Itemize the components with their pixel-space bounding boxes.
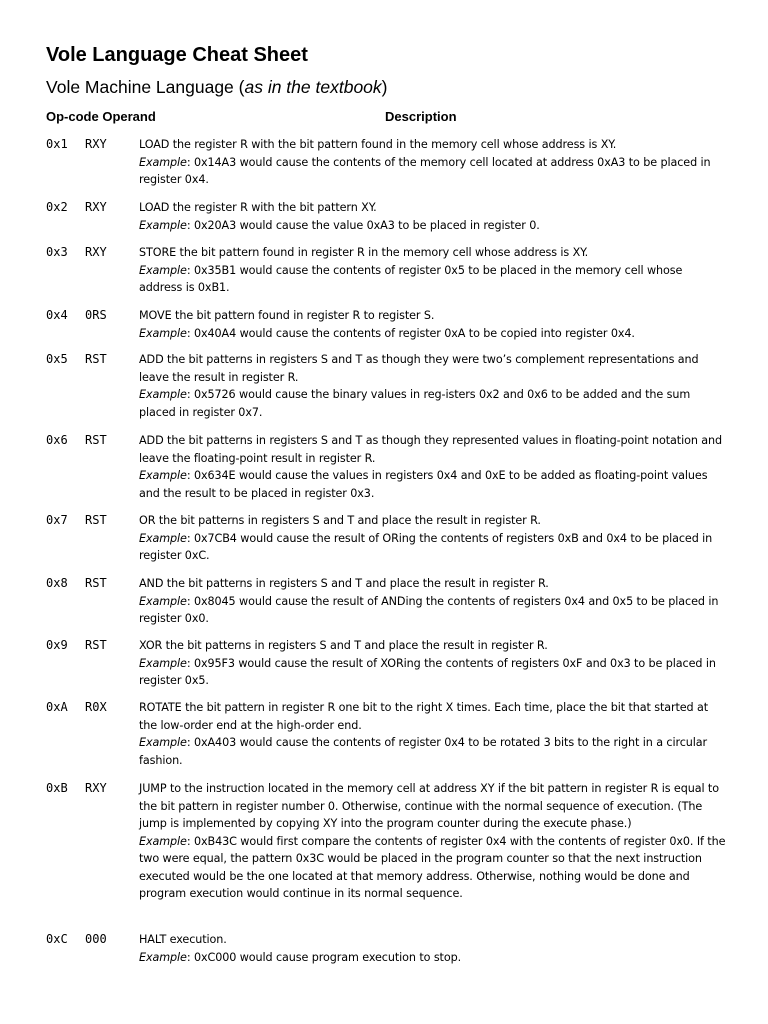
instruction-description	[139, 307, 727, 342]
description-text: XOR the bit patterns in registers S and T and place the result in register R.	[139, 639, 548, 652]
example-text: : 0xC000 would cause program execution to stop.	[186, 950, 462, 964]
opcode: 0x1	[46, 137, 68, 151]
description-text: AND the bit patterns in registers S and T and place the result in register R.	[139, 577, 549, 590]
description-text: JUMP to the instruction located in the memory cell at address XY if the bit pattern in register R is equal to the bit pattern in register number 0. Otherwise, continue with the normal sequence of execution. (The jump is implemented by copying XY into the program counter during the execute phase.)	[139, 782, 719, 830]
operand: RST	[85, 638, 107, 652]
description-text: MOVE the bit pattern found in register R to register S.	[139, 309, 435, 322]
subtitle-suffix: )	[381, 77, 388, 97]
example-text: : 0x35B1 would cause the contents of register 0x5 to be placed in the memory cell whose address is 0xB1.	[139, 263, 683, 294]
example-block	[139, 532, 712, 563]
description-text: STORE the bit pattern found in register R in the memory cell whose address is XY.	[139, 246, 589, 259]
page-subtitle	[46, 75, 387, 99]
opcode: 0x9	[46, 638, 68, 652]
operand: RXY	[85, 781, 107, 795]
example-label: Example	[139, 950, 187, 964]
example-text: : 0xA403 would cause the contents of register 0x4 to be rotated 3 bits to the right in a circular fashion.	[139, 736, 708, 767]
example-block	[139, 219, 540, 232]
description-text: LOAD the register R with the bit pattern XY.	[139, 201, 377, 214]
example-text: : 0x7CB4 would cause the result of ORing the contents of registers 0xB and 0x4 to be placed in register 0xC.	[139, 531, 713, 562]
example-block	[139, 156, 711, 187]
example-block	[139, 327, 635, 340]
example-block	[139, 736, 707, 767]
subtitle-italic: as in the textbook	[244, 77, 382, 97]
operand: 000	[85, 932, 107, 946]
example-block	[139, 264, 682, 295]
example-block	[139, 657, 716, 688]
operand: 0RS	[85, 308, 107, 322]
description-text: OR the bit patterns in registers S and T and place the result in register R.	[139, 514, 541, 527]
operand: RST	[85, 433, 107, 447]
subtitle-prefix: Vole Machine Language (	[46, 77, 245, 97]
example-text: : 0x5726 would cause the binary values in reg-isters 0x2 and 0x6 to be added and the sum placed in register 0x7.	[139, 388, 691, 419]
description-text: ADD the bit patterns in registers S and T as though they represented values in floating-point notation and leave the floating-point result in register R.	[139, 434, 723, 465]
instruction-description	[139, 199, 727, 234]
example-text: : 0x8045 would cause the result of ANDing the contents of registers 0x4 and 0x5 to be placed in register 0x0.	[139, 594, 719, 625]
example-label: Example	[139, 736, 187, 749]
opcode: 0x2	[46, 200, 68, 214]
instruction-description	[139, 432, 727, 502]
description-text: HALT execution.	[139, 933, 227, 946]
operand: R0X	[85, 700, 107, 714]
example-label: Example	[139, 388, 187, 401]
example-label: Example	[139, 594, 187, 608]
operand: RXY	[85, 245, 107, 259]
instruction-description	[139, 136, 727, 189]
example-label: Example	[139, 263, 187, 277]
opcode: 0x8	[46, 576, 68, 590]
operand: RST	[85, 513, 107, 527]
opcode: 0x3	[46, 245, 68, 259]
instruction-description	[139, 512, 727, 565]
example-text: : 0x40A4 would cause the contents of register 0xA to be copied into register 0x4.	[186, 326, 635, 340]
example-block	[139, 595, 718, 626]
example-text: : 0x14A3 would cause the contents of the memory cell located at address 0xA3 to be placed in register 0x4.	[139, 155, 711, 186]
opcode: 0x7	[46, 513, 68, 527]
example-text: : 0x20A3 would cause the value 0xA3 to be placed in register 0.	[186, 218, 540, 232]
operand: RXY	[85, 200, 107, 214]
operand: RST	[85, 576, 107, 590]
example-label: Example	[139, 218, 187, 232]
example-label: Example	[139, 469, 187, 482]
example-text: : 0xB43C would first compare the contents of register 0x4 with the contents of register 0x0. If the two were equal, the pattern 0x3C would be placed in the program counter so that the next instruction executed would be the one located at that memory address. Otherwise, nothing would be done and program execution would continue in its normal sequence.	[139, 834, 726, 900]
opcode: 0x4	[46, 308, 68, 322]
example-label: Example	[139, 834, 187, 848]
example-block	[139, 469, 707, 500]
instruction-description	[139, 699, 727, 769]
example-label: Example	[139, 531, 187, 545]
example-label: Example	[139, 155, 187, 169]
instruction-description	[139, 351, 727, 421]
opcode: 0xB	[46, 781, 68, 795]
operand: RST	[85, 352, 107, 366]
opcode: 0xA	[46, 700, 68, 714]
opcode: 0x5	[46, 352, 68, 366]
example-text: : 0x634E would cause the values in registers 0x4 and 0xE to be added as floating-point values and the result to be placed in register 0x3.	[139, 469, 708, 500]
instruction-description	[139, 637, 727, 690]
example-label: Example	[139, 656, 187, 670]
instruction-description	[139, 780, 727, 903]
example-text: : 0x95F3 would cause the result of XORing the contents of registers 0xF and 0x3 to be placed in register 0x5.	[139, 656, 716, 687]
example-block	[139, 388, 690, 419]
header-opcode-operand: Op-code Operand	[46, 109, 156, 124]
description-text: ROTATE the bit pattern in register R one bit to the right X times. Each time, place the bit that started at the low-order end at the high-order end.	[139, 701, 709, 732]
instruction-description	[139, 931, 727, 966]
opcode: 0xC	[46, 932, 68, 946]
description-text: ADD the bit patterns in registers S and T as though they were two’s complement representations and leave the result in register R.	[139, 353, 699, 384]
page-title: Vole Language Cheat Sheet	[46, 44, 308, 66]
instruction-description	[139, 575, 727, 628]
instruction-description	[139, 244, 727, 297]
example-label: Example	[139, 326, 187, 340]
header-description: Description	[385, 109, 457, 124]
operand: RXY	[85, 137, 107, 151]
example-block	[139, 951, 461, 964]
opcode: 0x6	[46, 433, 68, 447]
example-block	[139, 835, 725, 901]
description-text: LOAD the register R with the bit pattern found in the memory cell whose address is XY.	[139, 138, 617, 151]
